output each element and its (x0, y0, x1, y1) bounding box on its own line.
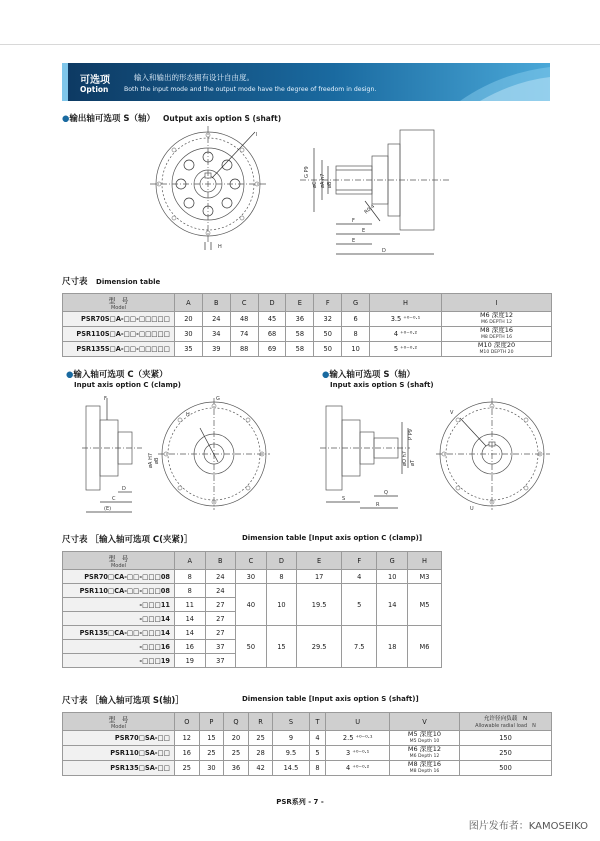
bullet-icon: ● (322, 370, 330, 380)
table-cell: 27 (205, 626, 236, 640)
table1-col-header: F (314, 294, 342, 312)
table-cell: 45 (258, 312, 286, 327)
table2-col-header: F (342, 552, 377, 570)
load-cell: 250 (460, 746, 552, 761)
table-cell: 15 (199, 731, 224, 746)
group-cell: 5 (342, 584, 377, 626)
thread-spec: M10 深度20 (477, 341, 516, 349)
thread-spec: M8 深度16 (479, 326, 514, 334)
table-cell: 6 (342, 312, 370, 327)
model-cell: PSR110□CA-□□-□□□08 (63, 584, 175, 598)
clamp-axis-title (66, 368, 168, 380)
clamp-axis-title-zh: 输入轴可选项 C（夹紧） (73, 370, 168, 380)
table-cell: 11 (175, 598, 206, 612)
thread-cell (442, 312, 552, 327)
bullet-icon: ● (62, 114, 70, 124)
table-row (63, 327, 552, 342)
table-row (63, 731, 552, 746)
model-cell: PSR135□CA-□□-□□□14 (63, 626, 175, 640)
clamp-dimension-table (62, 551, 442, 668)
group-cell: 10 (377, 570, 408, 584)
table3-model-header: 型 号 Model (63, 713, 175, 731)
table-cell: 42 (248, 761, 273, 776)
table-cell: 50 (314, 327, 342, 342)
table3-col-header: P (199, 713, 224, 731)
banner-swoosh-graphic (460, 63, 550, 101)
clamp-dim-a-label: øA H7 (148, 452, 154, 468)
table3-col-header: R (248, 713, 273, 731)
table2-col-header: C (236, 552, 267, 570)
group-cell: 15 (266, 626, 297, 668)
clamp-dim-c-label: C (112, 496, 116, 502)
group-cell: 17 (297, 570, 342, 584)
clamp-axis-title-en: Input axis option C (clamp) (74, 381, 181, 389)
group-cell: 8 (266, 570, 297, 584)
thread-spec-en: M8 Depth 16 (409, 769, 440, 774)
output-dim-b-label: øB (327, 181, 333, 188)
table3-col-header: U (326, 713, 390, 731)
table-cell: 24 (205, 584, 236, 598)
table-cell: 3.5 ⁺⁰⁻⁰·¹ (370, 312, 442, 327)
table2-col-header: H (408, 552, 442, 570)
model-cell: PSR70S□A-□□-□□□□□ (63, 312, 175, 327)
table-cell: 25 (248, 731, 273, 746)
table1-col-header: C (230, 294, 258, 312)
clamp-dim-g-label: G (216, 396, 220, 402)
clamp-dim-h-label: H (186, 412, 190, 418)
table-cell: 16 (175, 746, 200, 761)
table2-title-en: Dimension table [Input axis option C (clamp)] (242, 534, 423, 542)
input-shaft-drawing (320, 392, 552, 520)
output-dimension-table (62, 293, 552, 357)
table-cell: 69 (258, 342, 286, 357)
shaft-dim-t-label: øT (410, 459, 416, 466)
table-cell: 20 (175, 312, 203, 327)
table-cell: 32 (314, 312, 342, 327)
banner-desc-zh: 输入和输出的形态拥有设计自由度。 (134, 73, 254, 82)
output-dim-d-label: D (382, 248, 386, 254)
output-dim-c-label: øC (312, 181, 318, 188)
table-cell: 50 (314, 342, 342, 357)
group-cell: 7.5 (342, 626, 377, 668)
output-axis-title-en: Output axis option S (shaft) (163, 114, 282, 123)
thread-spec-en: M8 DEPTH 16 (480, 335, 513, 340)
thread-cell (389, 746, 459, 761)
thread-spec-en: M5 Depth 10 (409, 739, 440, 744)
banner-title-en: Option (80, 85, 109, 94)
table-cell: 25 (199, 746, 224, 761)
page-footer (0, 797, 600, 807)
table-cell: 10 (342, 342, 370, 357)
table3-load-header: 允许径向负载 N Allowable radial load N (460, 713, 552, 731)
table2-col-header: E (297, 552, 342, 570)
table-cell: 9 (273, 731, 309, 746)
shaft-dim-s-label: S (342, 496, 346, 502)
banner-desc-en: Both the input mode and the output mode have the degree of freedom in design. (124, 86, 377, 93)
table-cell: 39 (202, 342, 230, 357)
clamp-dim-f-label: F (104, 396, 107, 402)
top-rule (0, 44, 600, 45)
table-cell: 28 (248, 746, 273, 761)
table-row (63, 746, 552, 761)
table-cell: 8 (175, 570, 206, 584)
group-cell: M3 (408, 570, 442, 584)
option-banner (62, 63, 550, 101)
input-shaft-title-en: Input axis option S (shaft) (330, 381, 434, 389)
table-cell: 5 ⁺⁰⁻⁰·² (370, 342, 442, 357)
output-dim-i-label: I (256, 132, 258, 138)
table-cell: 58 (286, 342, 314, 357)
table1-model-header: 型 号 Model (63, 294, 175, 312)
thread-cell (389, 761, 459, 776)
table-cell: 4 ⁺⁰⁻⁰·² (326, 761, 390, 776)
table-row (63, 761, 552, 776)
table-row (63, 626, 442, 640)
table-cell: 3 ⁺⁰⁻⁰·¹ (326, 746, 390, 761)
table-cell: 36 (224, 761, 249, 776)
table-cell: 25 (175, 761, 200, 776)
shaft-dimension-table (62, 712, 552, 776)
table-row (63, 312, 552, 327)
table-cell: 14 (175, 612, 206, 626)
output-dim-h-label: H (218, 244, 222, 250)
table-cell: 68 (258, 327, 286, 342)
table-cell: 27 (205, 612, 236, 626)
thread-cell (442, 342, 552, 357)
image-credit: 图片发布者：KAMOSEIKO (468, 821, 588, 832)
model-cell: PSR70□CA-□□-□□□08 (63, 570, 175, 584)
page-number: - 7 - (308, 798, 324, 806)
thread-spec: M6 深度12 (479, 311, 514, 319)
table-cell: 24 (202, 312, 230, 327)
table1-col-header: G (342, 294, 370, 312)
table3-title-en: Dimension table [Input axis option S (shaft)] (242, 695, 419, 703)
thread-spec: M6 深度12 (407, 745, 442, 753)
table-cell: 30 (199, 761, 224, 776)
clamp-dim-d-label: D (122, 486, 126, 492)
shaft-dim-p-label: P P9 (408, 429, 414, 440)
table2-title-zh: 尺寸表 ［输入轴可选项 C(夹紧)］ (62, 535, 193, 545)
table-cell: 8 (175, 584, 206, 598)
model-cell: PSR110□SA-□□ (63, 746, 175, 761)
series-label: PSR系列 (276, 798, 306, 806)
table-cell: 88 (230, 342, 258, 357)
table-cell: 12 (175, 731, 200, 746)
model-cell: -□□□16 (63, 640, 175, 654)
shaft-dim-o-label: øO h7 (402, 451, 408, 466)
table-cell: 37 (205, 640, 236, 654)
table3-title (62, 694, 419, 706)
table-cell: 34 (202, 327, 230, 342)
thread-spec: M8 深度16 (407, 760, 442, 768)
output-dim-e-label: E (362, 228, 366, 234)
group-cell: 10 (266, 584, 297, 626)
table3-col-header: O (175, 713, 200, 731)
output-dim-e2-label: E (352, 238, 356, 244)
output-shaft-drawing (150, 126, 450, 264)
table-cell: 2.5 ⁺⁰⁻⁰·¹ (326, 731, 390, 746)
table3-col-header: S (273, 713, 309, 731)
table-cell: 8 (342, 327, 370, 342)
output-dim-r-label: R0.4 (363, 203, 377, 216)
input-shaft-title-zh: 输入轴可选项 S（轴） (329, 370, 416, 380)
table-cell: 25 (224, 746, 249, 761)
input-clamp-drawing (82, 392, 272, 520)
table1-col-header: H (370, 294, 442, 312)
load-cell: 150 (460, 731, 552, 746)
table3-title-zh: 尺寸表 ［输入轴可选项 S(轴)］ (62, 696, 184, 706)
group-cell: M5 (408, 584, 442, 626)
table-cell: 36 (286, 312, 314, 327)
table3-col-header: T (309, 713, 326, 731)
table1-col-header: D (258, 294, 286, 312)
table-cell: 19 (175, 654, 206, 668)
banner-title-zh: 可选项 (80, 75, 110, 86)
clamp-dim-b-label: øB (154, 457, 160, 464)
shaft-dim-u-label: U (470, 506, 474, 512)
output-dim-f-label: F (352, 218, 355, 224)
thread-cell (389, 731, 459, 746)
table3-col-header: V (389, 713, 459, 731)
table-cell: 5 (309, 746, 326, 761)
bullet-icon: ● (66, 370, 74, 380)
shaft-dim-q-label: Q (384, 490, 388, 496)
input-shaft-title (322, 368, 415, 380)
output-dim-a-label: øA h7 (320, 173, 326, 188)
group-cell: 40 (236, 584, 267, 626)
table-cell: 27 (205, 598, 236, 612)
table-cell: 24 (205, 570, 236, 584)
model-cell: PSR110S□A-□□-□□□□□ (63, 327, 175, 342)
model-cell: PSR70□SA-□□ (63, 731, 175, 746)
model-cell: PSR135S□A-□□-□□□□□ (63, 342, 175, 357)
table1-title-en: Dimension table (96, 278, 161, 286)
group-cell: 30 (236, 570, 267, 584)
thread-spec-en: M10 DEPTH 20 (479, 350, 514, 355)
table-cell: 14.5 (273, 761, 309, 776)
table-cell: 20 (224, 731, 249, 746)
table-cell: 58 (286, 327, 314, 342)
load-cell: 500 (460, 761, 552, 776)
table2-col-header: G (377, 552, 408, 570)
shaft-dim-v-label: V (450, 410, 454, 416)
table1-title-zh: 尺寸表 (62, 277, 88, 287)
thread-spec: M5 深度10 (407, 730, 442, 738)
table2-col-header: A (175, 552, 206, 570)
table1-title (62, 275, 160, 287)
table-cell: 16 (175, 640, 206, 654)
group-cell: 4 (342, 570, 377, 584)
table1-col-header: I (442, 294, 552, 312)
table1-col-header: B (202, 294, 230, 312)
group-cell: 29.5 (297, 626, 342, 668)
table1-col-header: E (286, 294, 314, 312)
table-cell: 35 (175, 342, 203, 357)
group-cell: 18 (377, 626, 408, 668)
model-cell: -□□□11 (63, 598, 175, 612)
group-cell: M6 (408, 626, 442, 668)
group-cell: 50 (236, 626, 267, 668)
output-axis-title (62, 112, 281, 124)
table-cell: 9.5 (273, 746, 309, 761)
table2-col-header: B (205, 552, 236, 570)
table-cell: 4 (309, 731, 326, 746)
model-cell: -□□□19 (63, 654, 175, 668)
clamp-dim-e-label: (E) (104, 506, 112, 512)
table-cell: 30 (175, 327, 203, 342)
group-cell: 19.5 (297, 584, 342, 626)
table-cell: 74 (230, 327, 258, 342)
table1-col-header: A (175, 294, 203, 312)
table3-col-header: Q (224, 713, 249, 731)
output-axis-title-zh: 输出轴可选项 S（轴） (69, 114, 156, 124)
table-row (63, 342, 552, 357)
thread-spec-en: M6 Depth 12 (409, 754, 440, 759)
table-cell: 14 (175, 626, 206, 640)
output-dim-g-label: G P9 (304, 166, 310, 178)
model-cell: PSR135□SA-□□ (63, 761, 175, 776)
group-cell: 14 (377, 584, 408, 626)
table-row (63, 584, 442, 598)
table2-col-header: D (266, 552, 297, 570)
shaft-dim-r-label: R (376, 502, 380, 508)
table2-title (62, 533, 423, 545)
table-cell: 48 (230, 312, 258, 327)
thread-spec-en: M6 DEPTH 12 (480, 320, 513, 325)
model-cell: -□□□14 (63, 612, 175, 626)
table2-model-header: 型 号 Model (63, 552, 175, 570)
table-cell: 37 (205, 654, 236, 668)
table-row (63, 570, 442, 584)
thread-cell (442, 327, 552, 342)
table-cell: 8 (309, 761, 326, 776)
table-cell: 4 ⁺⁰⁻⁰·² (370, 327, 442, 342)
